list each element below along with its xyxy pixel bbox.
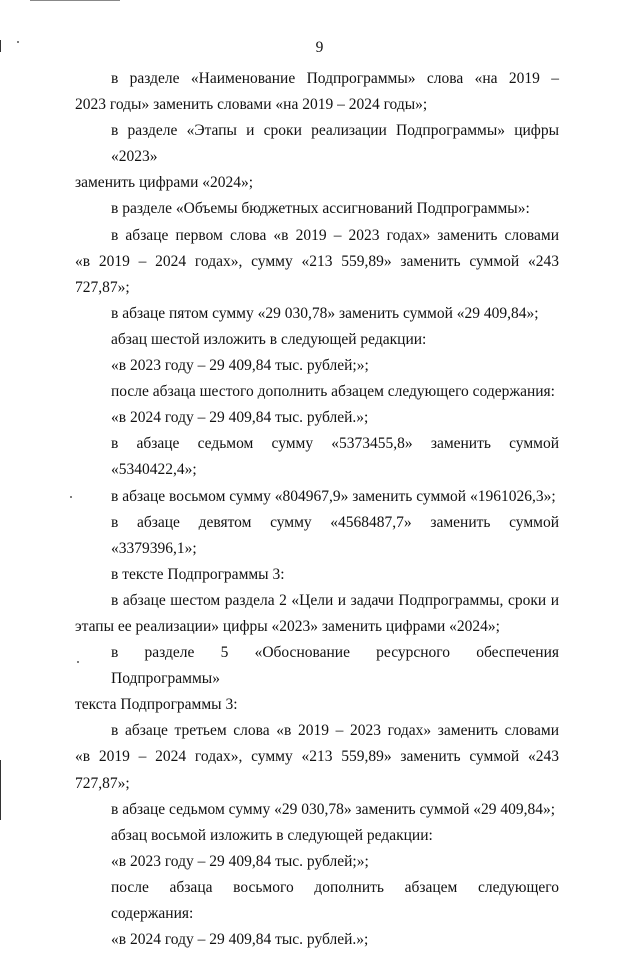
text-line: этапы ее реализации» цифры «2023» заменить цифрами «2024»; [75,617,500,635]
paragraph [75,118,559,196]
paragraph [75,327,559,353]
text-line: в абзаце девятом сумму «4568487,7» заменить суммой «3379396,1»; [111,513,559,557]
document-body [75,66,559,953]
paragraph [75,301,559,327]
paragraph [75,927,559,953]
text-line: абзац шестой изложить в следующей редакции: [111,330,427,348]
text-line: текста Подпрограммы 3: [75,696,238,714]
paragraph [75,484,559,510]
paragraph [75,640,559,718]
paragraph [75,797,559,823]
text-line: в абзаце седьмом сумму «5373455,8» заменить суммой «5340422,4»; [111,435,559,479]
text-line: абзац восьмой изложить в следующей редакции: [111,826,433,844]
text-line: в тексте Подпрограммы 3: [111,565,285,583]
paragraph [75,823,559,849]
paragraph [75,718,559,796]
paragraph [75,510,559,562]
page-number: 9 [315,39,324,56]
paragraph [75,562,559,588]
text-line: в абзаце шестом раздела 2 «Цели и задачи Подпрограммы, сроки и [111,591,559,609]
text-line: в разделе 5 «Обоснование ресурсного обеспечения Подпрограммы» [111,644,559,688]
text-line: в абзаце восьмом сумму «804967,9» заменить суммой «1961026,3»; [111,487,556,505]
paragraph [75,379,559,405]
text-line: после абзаца восьмого дополнить абзацем следующего содержания: [111,878,559,922]
text-line: в абзаце седьмом сумму «29 030,78» заменить суммой «29 409,84»; [111,800,556,818]
text-line: «в 2024 году – 29 409,84 тыс. рублей.»; [111,931,369,949]
paragraph [75,353,559,379]
paragraph [75,405,559,431]
text-line: «в 2019 – 2024 годах», сумму «213 559,89» заменить суммой «243 727,87»; [75,748,559,792]
text-line: заменить цифрами «2024»; [75,174,254,192]
paragraph [75,66,559,118]
scan-speck [77,661,79,663]
paragraph [75,223,559,301]
scan-speck [17,41,19,43]
text-line: в абзаце пятом сумму «29 030,78» заменить суммой «29 409,84»; [111,304,539,322]
text-line: 2023 годы» заменить словами «на 2019 – 2024 годы»; [75,96,428,114]
text-line: «в 2023 году – 29 409,84 тыс. рублей;»; [111,357,369,375]
paragraph [75,875,559,927]
scan-edge-mark [30,0,120,1]
scan-edge-mark [0,40,1,52]
text-line: в разделе «Наименование Подпрограммы» слова «на 2019 – [111,70,559,87]
text-line: в разделе «Этапы и сроки реализации Подпрограммы» цифры «2023» [111,122,559,166]
paragraph [75,588,559,640]
paragraph [75,431,559,483]
text-line: «в 2023 году – 29 409,84 тыс. рублей;»; [111,852,369,870]
paragraph [75,849,559,875]
text-line: после абзаца шестого дополнить абзацем следующего содержания: [111,383,555,401]
paragraph [75,196,559,222]
scan-speck [70,496,72,498]
text-line: «в 2019 – 2024 годах», сумму «213 559,89» заменить суммой «243 727,87»; [75,252,559,296]
text-line: «в 2024 году – 29 409,84 тыс. рублей.»; [111,409,369,427]
text-line: в абзаце первом слова «в 2019 – 2023 годах» заменить словами [111,226,559,244]
scan-edge-mark [0,760,1,820]
text-line: в разделе «Объемы бюджетных ассигнований Подпрограммы»: [111,200,530,218]
text-line: в абзаце третьем слова «в 2019 – 2023 годах» заменить словами [111,722,559,740]
